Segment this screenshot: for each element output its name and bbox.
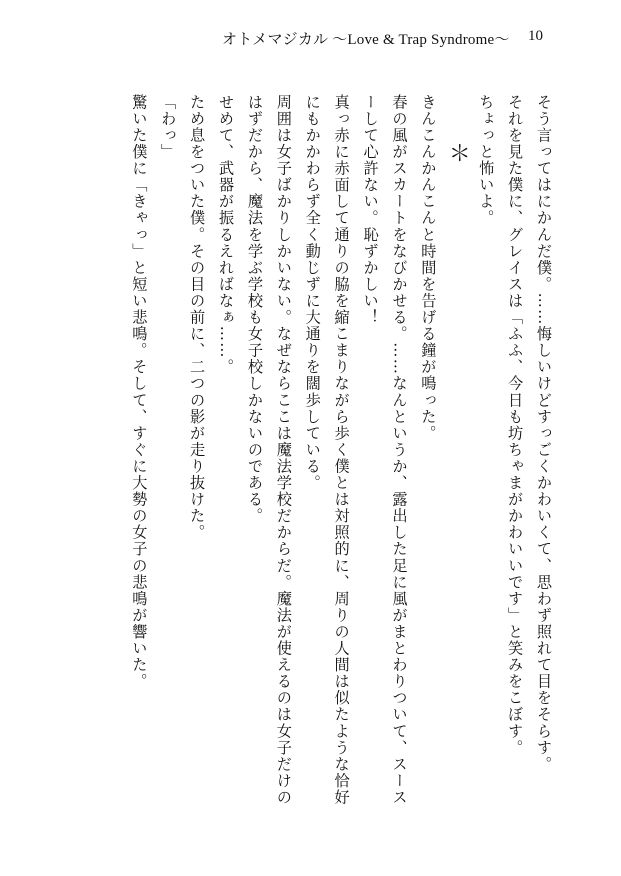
page-number: 10 [528, 28, 543, 44]
running-title: オトメマジカル 〜Love & Trap Syndrome〜 [222, 32, 510, 48]
paragraph: 春の風がスカートをなびかせる。……なんというか、露出した足に風がまとわりついて、スースーして心許ない。恥ずかしい！ [361, 94, 409, 806]
paragraph: 真っ赤に赤面して通りの脇を縮こまりながら歩く僕とは対照的に、周りの人間は似たような恰好にもかかわらず全く動じずに大通りを闊歩している。 [303, 94, 351, 806]
paragraph: ため息をついた僕。その目の前に、二つの影が走り抜けた。 [188, 94, 207, 541]
paragraph: せめて、武器が振るえればなぁ……。 [217, 94, 236, 376]
paragraph: 周囲は女子ばかりしかいない。なぜならここは魔法学校だからだ。魔法が使えるのは女子だけのはずだから、魔法を学ぶ学校も女子校しかないのである。 [245, 94, 293, 806]
dialogue-line: 「わっ」 [159, 94, 178, 161]
paragraph: ちょっと怖いよ。 [477, 94, 496, 227]
scene-break-asterisk: ＊ [445, 142, 471, 166]
paragraph: 驚いた僕に「きゃっ」と短い悲鳴。そして、すぐに大勢の女子の悲鳴が響いた。 [130, 94, 149, 690]
paragraph: それを見た僕に、グレイスは「ふふ、今日も坊ちゃまがかわいいです」と笑みをこぼす。 [506, 94, 525, 756]
paragraph: きんこんかんこんと時間を告げる鐘が鳴った。 [419, 94, 438, 442]
vertical-body-text [64, 94, 558, 814]
paragraph: そう言ってはにかんだ僕。……悔しいけどすっごくかわいくて、思わず照れて目をそらす。 [535, 94, 553, 773]
